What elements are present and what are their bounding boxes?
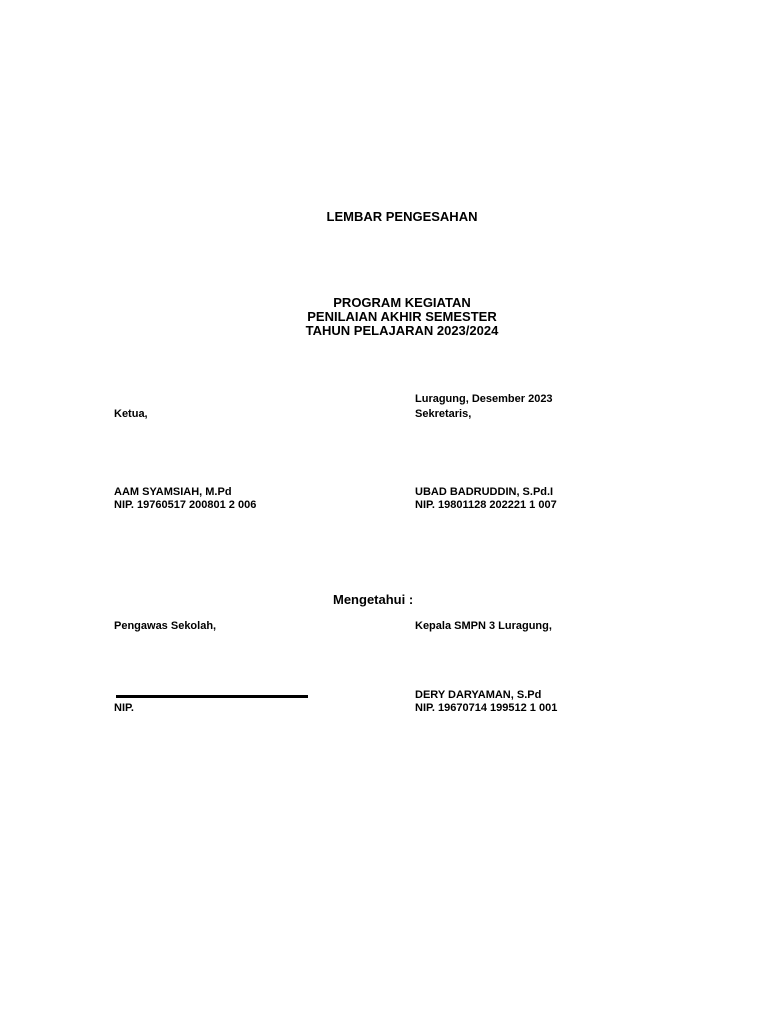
principal-role: Kepala SMPN 3 Luragung, [415, 620, 552, 632]
chair-role: Ketua, [114, 408, 148, 420]
principal-name: DERY DARYAMAN, S.Pd [415, 689, 542, 701]
secretary-name: UBAD BADRUDDIN, S.Pd.I [415, 486, 554, 498]
program-line-1: PROGRAM KEGIATAN [333, 295, 471, 310]
program-line-2: PENILAIAN AKHIR SEMESTER [307, 309, 497, 324]
place-date: Luragung, Desember 2023 [415, 393, 553, 405]
principal-nip: NIP. 19670714 199512 1 001 [415, 702, 558, 714]
chair-nip: NIP. 19760517 200801 2 006 [114, 499, 257, 511]
page-title: LEMBAR PENGESAHAN [326, 209, 478, 224]
supervisor-signature-line [116, 695, 308, 698]
program-line-3: TAHUN PELAJARAN 2023/2024 [305, 323, 499, 338]
secretary-role: Sekretaris, [415, 408, 472, 420]
acknowledge-label: Mengetahui : [333, 592, 414, 607]
supervisor-role: Pengawas Sekolah, [114, 620, 217, 632]
secretary-nip: NIP. 19801128 202221 1 007 [415, 499, 557, 511]
supervisor-nip: NIP. [114, 702, 134, 714]
chair-name: AAM SYAMSIAH, M.Pd [114, 486, 232, 498]
